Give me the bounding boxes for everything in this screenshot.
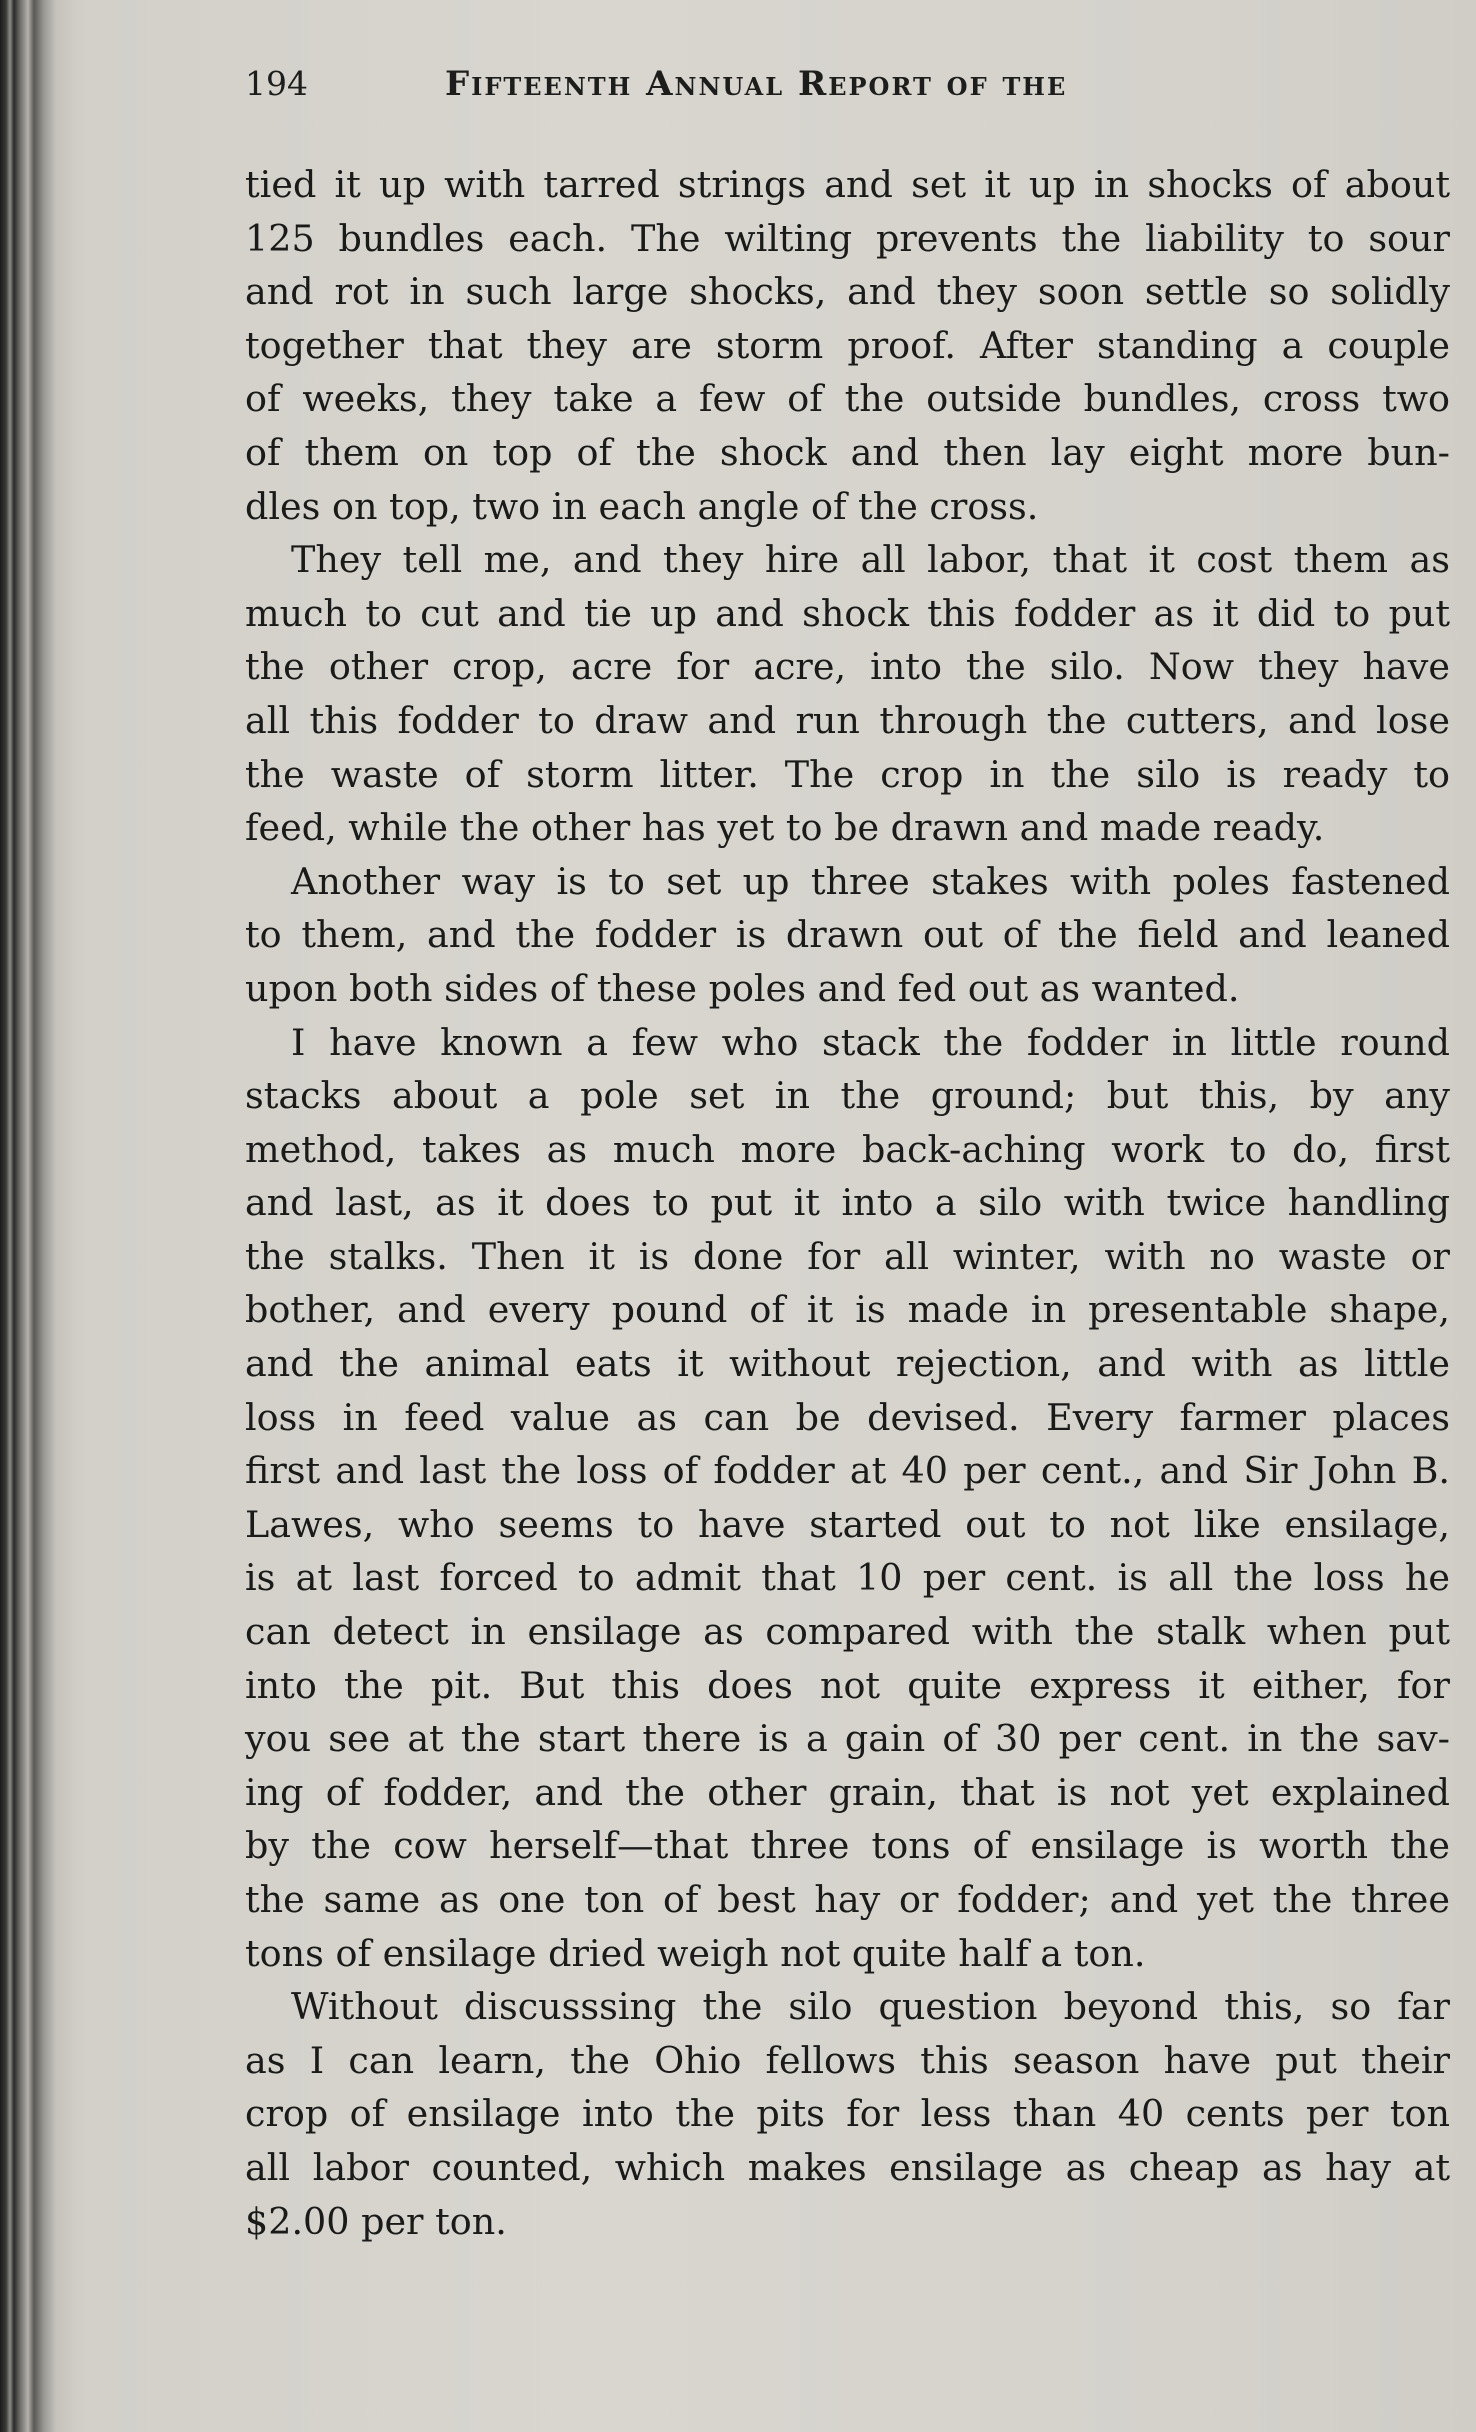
text-line: and rot in such large shocks, and they soon settle so solidly bbox=[245, 270, 1450, 314]
text-line: feed, while the other has yet to be drawn and made ready. bbox=[245, 806, 1325, 850]
text-line: can detect in ensilage as compared with the stalk when put bbox=[245, 1610, 1450, 1654]
running-title: Fifteenth Annual Report of the bbox=[445, 64, 1068, 104]
paragraph bbox=[245, 855, 1450, 1016]
text-line: tons of ensilage dried weigh not quite half a ton. bbox=[245, 1931, 1146, 1975]
text-line: tied it up with tarred strings and set it up in shocks of about bbox=[245, 163, 1450, 206]
text-line: of them on top of the shock and then lay eight more bun- bbox=[245, 430, 1450, 474]
running-header bbox=[245, 64, 1255, 116]
text-line: of weeks, they take a few of the outside bundles, cross two bbox=[245, 377, 1450, 421]
text-line: I have known a few who stack the fodder in little round bbox=[291, 1020, 1450, 1064]
text-line: the same as one ton of best hay or fodder; and yet the three bbox=[245, 1878, 1450, 1921]
text-line: Another way is to set up three stakes with poles fastened bbox=[291, 859, 1450, 903]
paragraph bbox=[245, 1016, 1450, 1981]
text-line: dles on top, two in each angle of the cross. bbox=[245, 484, 1039, 528]
text-line: They tell me, and they hire all labor, that it cost them as bbox=[291, 538, 1450, 582]
text-line: crop of ensilage into the pits for less than 40 cents per ton bbox=[245, 2092, 1450, 2136]
text-line: first and last the loss of fodder at 40 per cent., and Sir John B. bbox=[245, 1449, 1450, 1493]
text-line: Lawes, who seems to have started out to not like ensilage, bbox=[245, 1502, 1450, 1546]
paragraph bbox=[245, 158, 1450, 533]
paragraph bbox=[245, 1980, 1450, 2248]
text-line: bother, and every pound of it is made in presentable shape, bbox=[245, 1288, 1450, 1332]
text-line: much to cut and tie up and shock this fodder as it did to put bbox=[245, 591, 1450, 635]
book-binding-edge bbox=[0, 0, 72, 2432]
text-line: stacks about a pole set in the ground; but this, by any bbox=[245, 1074, 1450, 1118]
text-line: as I can learn, the Ohio fellows this season have put their bbox=[245, 2038, 1450, 2082]
text-line: 125 bundles each. The wilting prevents the liability to sour bbox=[245, 216, 1450, 260]
paragraph bbox=[245, 533, 1450, 855]
body-text bbox=[245, 158, 1450, 2248]
text-line: ing of fodder, and the other grain, that is not yet explained bbox=[245, 1770, 1450, 1814]
text-line: all this fodder to draw and run through the cutters, and lose bbox=[245, 698, 1450, 742]
text-line: loss in feed value as can be devised. Every farmer places bbox=[245, 1395, 1450, 1439]
text-line: $2.00 per ton. bbox=[245, 2199, 507, 2243]
text-line: is at last forced to admit that 10 per cent. is all the loss he bbox=[245, 1556, 1450, 1600]
text-line: and last, as it does to put it into a silo with twice handling bbox=[245, 1181, 1450, 1225]
text-line: the other crop, acre for acre, into the silo. Now they have bbox=[245, 645, 1450, 689]
text-line: Without discusssing the silo question beyond this, so far bbox=[291, 1985, 1450, 2029]
text-line: into the pit. But this does not quite express it either, for bbox=[245, 1663, 1450, 1707]
text-line: you see at the start there is a gain of 30 per cent. in the sav- bbox=[245, 1717, 1450, 1761]
text-line: to them, and the fodder is drawn out of the field and leaned bbox=[245, 913, 1450, 957]
text-line: together that they are storm proof. After standing a couple bbox=[245, 323, 1450, 367]
text-line: and the animal eats it without rejection, and with as little bbox=[245, 1342, 1450, 1386]
text-line: the waste of storm litter. The crop in the silo is ready to bbox=[245, 752, 1450, 796]
page-number: 194 bbox=[245, 64, 308, 103]
text-line: all labor counted, which makes ensilage as cheap as hay at bbox=[245, 2145, 1450, 2189]
text-line: by the cow herself—that three tons of ensilage is worth the bbox=[245, 1824, 1450, 1868]
text-line: the stalks. Then it is done for all winter, with no waste or bbox=[245, 1234, 1450, 1278]
text-line: upon both sides of these poles and fed out as wanted. bbox=[245, 966, 1240, 1010]
text-line: method, takes as much more back-aching work to do, first bbox=[245, 1127, 1450, 1171]
